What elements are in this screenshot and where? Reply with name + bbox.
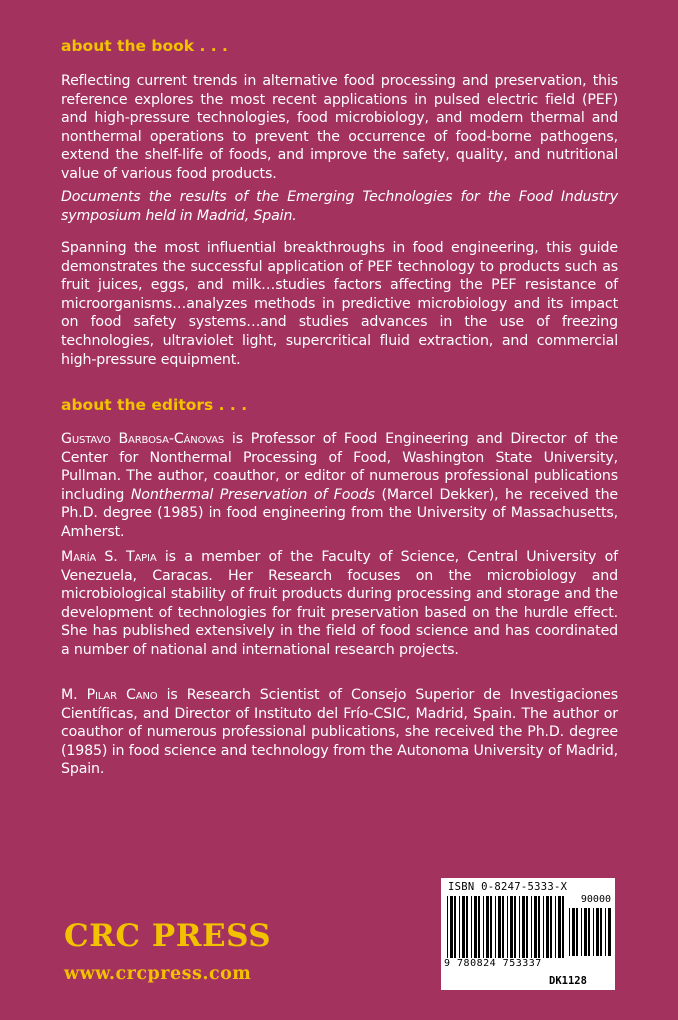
barcode-bar bbox=[459, 896, 460, 958]
barcode-bar bbox=[581, 908, 582, 956]
barcode-bar bbox=[526, 896, 528, 958]
editor-name-1: Gustavo Barbosa-Cánovas bbox=[61, 431, 225, 447]
barcode-bar bbox=[486, 896, 489, 958]
barcode-bar bbox=[558, 896, 561, 958]
barcode-bar bbox=[584, 908, 587, 956]
editor-name-3: M. Pilar Cano bbox=[61, 687, 158, 703]
ean-number: 9 780824 753337 bbox=[444, 958, 542, 969]
book-paragraph-3: Spanning the most influential breakthroughs in food engineering, this guide demonstrates the successful application of PEF technology to products such as fruit juices, eggs, and milk…studies factors affecting the PEF resistance of microorganisms…analyzes methods in predictive microbiology and its impact on food safety systems…and studies advances in the use of freezing technologies, ultraviolet light, supercritical fluid extraction, and commercial high-pressure equipment. bbox=[61, 240, 618, 368]
barcode-bar bbox=[510, 896, 513, 958]
barcode-bar bbox=[502, 896, 504, 958]
editor-bio-2: María S. Tapia is a member of the Faculty of Science, Central University of Venezuela, Caracas. Her Research focuses on the microbiology and microbiological stability of fruit products during processing and storage and the development of technologies for fruit preservation based on the hurdle effect. She has published extensively in the field of food science and has coordinated a number of national and international research projects. bbox=[61, 549, 618, 658]
book-paragraph-2 bbox=[61, 188, 618, 225]
barcode-bar bbox=[562, 896, 564, 958]
barcode-bar bbox=[490, 896, 492, 958]
barcode-bar bbox=[474, 896, 477, 958]
barcode-bar bbox=[495, 896, 496, 958]
barcode-bar bbox=[507, 896, 508, 958]
barcode-bar bbox=[605, 908, 606, 956]
barcode-bars bbox=[447, 896, 565, 958]
editor-name-2: María S. Tapia bbox=[61, 549, 157, 565]
barcode-bar bbox=[447, 896, 448, 958]
barcode-bar bbox=[514, 896, 516, 958]
price-code: 90000 bbox=[580, 894, 611, 905]
barcode-bar bbox=[543, 896, 544, 958]
price-barcode-bars bbox=[569, 908, 611, 956]
publisher-url: www.crcpress.com bbox=[64, 964, 252, 984]
barcode-bar bbox=[454, 896, 456, 958]
barcode-bar bbox=[576, 908, 578, 956]
barcode-bar bbox=[478, 896, 480, 958]
isbn-barcode bbox=[441, 878, 615, 990]
barcode-bar bbox=[519, 896, 520, 958]
barcode-bar bbox=[534, 896, 537, 958]
barcode-bar bbox=[596, 908, 599, 956]
barcode-bar bbox=[466, 896, 468, 958]
editor-book-title: Nonthermal Preservation of Foods bbox=[130, 486, 375, 503]
barcode-bar bbox=[550, 896, 552, 958]
crc-press-logo: CRC PRESS bbox=[64, 918, 272, 954]
editor-bio-3: M. Pilar Cano is Research Scientist of Consejo Superior de Investigaciones Científicas, and Director of Instituto del Frío-CSIC, Madrid, Spain. The author or coauthor of numerous professional publications, she received the Ph.D. degree (1985) in food science and technology from the Autonoma University of Madrid, Spain. bbox=[61, 687, 619, 778]
isbn-number: ISBN 0-8247-5333-X bbox=[448, 881, 568, 893]
barcode-bar bbox=[483, 896, 484, 958]
barcode-bar bbox=[522, 896, 525, 958]
barcode-bar bbox=[593, 908, 594, 956]
about-editors-heading: about the editors . . . bbox=[61, 396, 248, 414]
barcode-bar bbox=[498, 896, 501, 958]
product-code: DK1128 bbox=[549, 975, 587, 987]
barcode-bar bbox=[608, 908, 611, 956]
barcode-bar bbox=[600, 908, 602, 956]
book-paragraph-1: Reflecting current trends in alternative food processing and preservation, this reference explores the most recent applications in pulsed electric field (PEF) and high-pressure technologies, food microbiology, and modern thermal and nonthermal operations to prevent the occurrence of food-borne pathogens, extend the shelf-life of foods, and improve the safety, quality, and nutritional value of various food products. bbox=[61, 73, 618, 182]
barcode-bar bbox=[546, 896, 549, 958]
barcode-bar bbox=[471, 896, 472, 958]
book-paragraph-2-text: Documents the results of the Emerging Technologies for the Food Industry symposium held in Madrid, Spain. bbox=[61, 189, 618, 224]
barcode-bar bbox=[572, 908, 575, 956]
barcode-bar bbox=[531, 896, 532, 958]
barcode-bar bbox=[450, 896, 453, 958]
barcode-bar bbox=[555, 896, 556, 958]
barcode-bar bbox=[569, 908, 570, 956]
editor-bio-1: Gustavo Barbosa-Cánovas is Professor of Food Engineering and Director of the Center for Nonthermal Processing of Food, Washington State University, Pullman. The author, coauthor, or editor of numerous professional publications including Nonthermal Preservation of Foods (Marcel Dekker), he received the Ph.D. degree (1985) in food engineering from the University of Massachusetts, Amherst. bbox=[61, 431, 619, 540]
barcode-bar bbox=[462, 896, 465, 958]
barcode-bar bbox=[538, 896, 540, 958]
about-book-heading: about the book . . . bbox=[61, 37, 228, 55]
barcode-bar bbox=[588, 908, 590, 956]
